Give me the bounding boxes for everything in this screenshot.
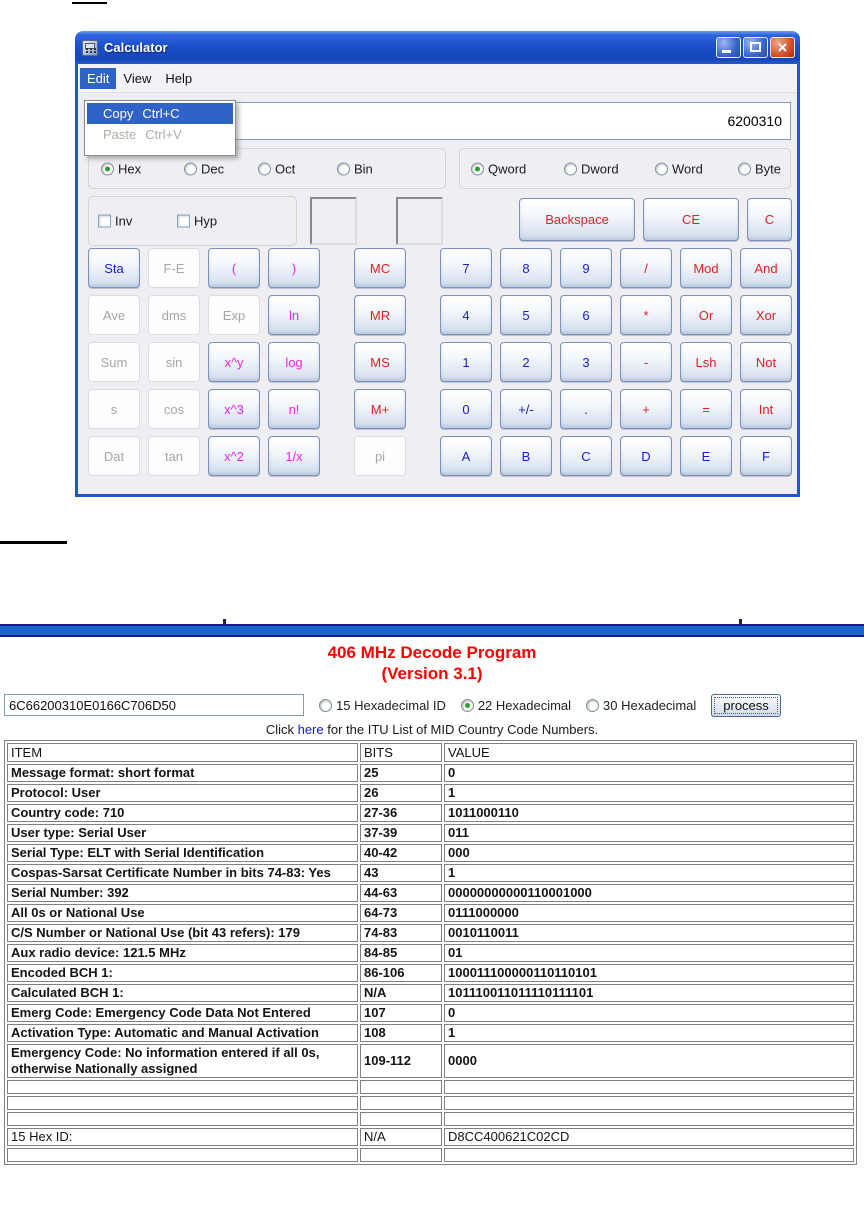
- calc-button-7[interactable]: 7: [440, 248, 492, 288]
- radio-22-hexadecimal[interactable]: [461, 698, 571, 713]
- bits-cell: [360, 1096, 442, 1110]
- decoder-controls: [4, 692, 860, 718]
- value-cell: 0111000000: [444, 904, 854, 922]
- item-cell: Protocol: User: [7, 784, 358, 802]
- itu-note: [0, 722, 864, 737]
- minimize-button[interactable]: [716, 37, 741, 58]
- calc-button-int[interactable]: Int: [740, 389, 792, 429]
- calc-button-row: [88, 248, 792, 288]
- calc-button-close-paren[interactable]: ): [268, 248, 320, 288]
- calculator-window: [75, 31, 800, 494]
- calc-button-row: [88, 436, 792, 476]
- value-cell: 1: [444, 1024, 854, 1042]
- bits-cell: 108: [360, 1024, 442, 1042]
- calc-button-a[interactable]: A: [440, 436, 492, 476]
- calc-button-tan: tan: [148, 436, 200, 476]
- item-cell: Cospas-Sarsat Certificate Number in bits 74-83: Yes: [7, 864, 358, 882]
- table-row: [7, 764, 854, 782]
- calc-button-mod[interactable]: Mod: [680, 248, 732, 288]
- radio-circle-icon: [586, 699, 599, 712]
- header-bar: [0, 624, 864, 637]
- itu-text-post: for the ITU List of MID Country Code Numbers.: [323, 722, 599, 737]
- item-cell: Country code: 710: [7, 804, 358, 822]
- inv-hyp-group: [88, 196, 297, 246]
- maximize-button[interactable]: [743, 37, 768, 58]
- menu-item-copy[interactable]: [87, 103, 233, 124]
- calc-button-row: [88, 389, 792, 429]
- value-cell: 1: [444, 864, 854, 882]
- bits-cell: 74-83: [360, 924, 442, 942]
- radio-hex[interactable]: [101, 161, 141, 176]
- table-row: [7, 984, 854, 1002]
- radio-circle-icon: [471, 162, 484, 175]
- calculator-menubar: [78, 64, 797, 93]
- value-cell: D8CC400621C02CD: [444, 1128, 854, 1146]
- calc-button-lsh[interactable]: Lsh: [680, 342, 732, 382]
- radio-label: 15 Hexadecimal ID: [336, 697, 446, 713]
- menu-item-paste: [87, 124, 233, 145]
- itu-text-pre: Click: [265, 722, 298, 737]
- bits-cell: 107: [360, 1004, 442, 1022]
- calc-button-not[interactable]: Not: [740, 342, 792, 382]
- item-cell: Message format: short format: [7, 764, 358, 782]
- decode-program-section: [0, 637, 864, 1165]
- menu-view[interactable]: View: [123, 70, 152, 86]
- table-row: [7, 1004, 854, 1022]
- radio-label: Oct: [275, 161, 296, 176]
- table-header-row: [7, 743, 854, 762]
- radio-word[interactable]: [655, 161, 703, 176]
- calc-button-mr[interactable]: MR: [354, 295, 406, 335]
- calc-button-xor[interactable]: Xor: [740, 295, 792, 335]
- calc-button-s: s: [88, 389, 140, 429]
- radio-label: Qword: [488, 161, 527, 176]
- calc-button-plus-minus[interactable]: +/-: [500, 389, 552, 429]
- calc-button-plus[interactable]: +: [620, 389, 672, 429]
- radio-label: Hex: [118, 161, 142, 176]
- checkbox-label: Hyp: [194, 213, 218, 229]
- item-cell: 15 Hex ID:: [7, 1128, 358, 1146]
- item-cell: Emerg Code: Emergency Code Data Not Entered: [7, 1004, 358, 1022]
- bits-cell: 84-85: [360, 944, 442, 962]
- calc-button-m+[interactable]: M+: [354, 389, 406, 429]
- radio-circle-icon: [258, 162, 271, 175]
- checkbox-label: Inv: [115, 213, 133, 229]
- hex-length-radios: [304, 698, 696, 713]
- calculator-titlebar[interactable]: [75, 31, 800, 64]
- cropped-underline-mid: [0, 541, 67, 544]
- table-row: [7, 804, 854, 822]
- table-row: [7, 824, 854, 842]
- calc-button-sin: sin: [148, 342, 200, 382]
- cropped-underline-top: [72, 2, 107, 4]
- item-cell: Activation Type: Automatic and Manual Activation: [7, 1024, 358, 1042]
- bits-cell: 43: [360, 864, 442, 882]
- calc-button-6[interactable]: 6: [560, 295, 612, 335]
- item-cell: All 0s or National Use: [7, 904, 358, 922]
- calc-button-x-squared[interactable]: x^2: [208, 436, 260, 476]
- calculator-icon: [82, 40, 98, 56]
- item-cell: [7, 1080, 358, 1094]
- decoder-title: 406 MHz Decode Program: [327, 643, 537, 662]
- menu-help[interactable]: Help: [165, 70, 193, 86]
- value-cell: [444, 1096, 854, 1110]
- calc-button-dat: Dat: [88, 436, 140, 476]
- calc-button-x-cubed[interactable]: x^3: [208, 389, 260, 429]
- calc-button-d[interactable]: D: [620, 436, 672, 476]
- calc-button-4[interactable]: 4: [440, 295, 492, 335]
- calc-button-f-e: F-E: [148, 248, 200, 288]
- value-cell: 011: [444, 824, 854, 842]
- table-row: [7, 1128, 854, 1146]
- menu-item-label: Paste: [103, 127, 137, 142]
- bits-cell: 25: [360, 764, 442, 782]
- paren-indicator-box: [310, 197, 357, 245]
- table-row: [7, 1112, 854, 1126]
- checkbox-icon: [98, 215, 111, 228]
- calc-button-0[interactable]: 0: [440, 389, 492, 429]
- radio-label: Word: [672, 161, 703, 176]
- calc-button-mc[interactable]: MC: [354, 248, 406, 288]
- calc-button-divide[interactable]: /: [620, 248, 672, 288]
- calc-button-minus[interactable]: -: [620, 342, 672, 382]
- calc-button-8[interactable]: 8: [500, 248, 552, 288]
- value-cell: 101110011011110111101: [444, 984, 854, 1002]
- bits-cell: 26: [360, 784, 442, 802]
- calc-button-e[interactable]: E: [680, 436, 732, 476]
- calc-button-c[interactable]: C: [560, 436, 612, 476]
- item-cell: [7, 1148, 358, 1162]
- item-cell: [7, 1112, 358, 1126]
- calc-button-sta[interactable]: Sta: [88, 248, 140, 288]
- window-controls: [716, 37, 795, 58]
- radio-byte[interactable]: [738, 161, 781, 176]
- value-cell: 0010110011: [444, 924, 854, 942]
- radio-circle-icon: [655, 162, 668, 175]
- radio-label: Byte: [755, 161, 782, 176]
- radio-oct[interactable]: [258, 161, 295, 176]
- table-row: [7, 1148, 854, 1162]
- calc-button-b[interactable]: B: [500, 436, 552, 476]
- process-button[interactable]: process: [711, 694, 781, 717]
- calc-button-ce[interactable]: CE: [643, 198, 739, 241]
- header-cell: VALUE: [444, 743, 854, 762]
- item-cell: Aux radio device: 121.5 MHz: [7, 944, 358, 962]
- bits-cell: N/A: [360, 984, 442, 1002]
- calculator-body: [75, 64, 800, 497]
- checkbox-inv[interactable]: [98, 214, 132, 229]
- radio-30-hexadecimal[interactable]: [586, 698, 696, 713]
- calc-button-n-factorial[interactable]: n!: [268, 389, 320, 429]
- radio-dword[interactable]: [564, 161, 619, 176]
- item-cell: [7, 1096, 358, 1110]
- table-row: [7, 864, 854, 882]
- calc-button-pi: pi: [354, 436, 406, 476]
- value-cell: 00000000000110001000: [444, 884, 854, 902]
- table-row: [7, 1024, 854, 1042]
- bits-cell: 109-112: [360, 1044, 442, 1078]
- calc-button-decimal[interactable]: .: [560, 389, 612, 429]
- item-cell: Serial Type: ELT with Serial Identification: [7, 844, 358, 862]
- value-cell: [444, 1112, 854, 1126]
- menu-item-shortcut: Ctrl+C: [142, 106, 180, 121]
- bits-cell: 86-106: [360, 964, 442, 982]
- calculator-button-grid: [88, 248, 792, 483]
- bits-cell: [360, 1080, 442, 1094]
- radio-circle-icon: [319, 699, 332, 712]
- calc-button-ln[interactable]: ln: [268, 295, 320, 335]
- calc-button-sum: Sum: [88, 342, 140, 382]
- item-cell: Emergency Code: No information entered if all 0s, otherwise Nationally assigned: [7, 1044, 358, 1078]
- radio-label: Bin: [354, 161, 373, 176]
- table-row: [7, 844, 854, 862]
- calc-button-equals[interactable]: =: [680, 389, 732, 429]
- calc-button-ave: Ave: [88, 295, 140, 335]
- calc-button-and[interactable]: And: [740, 248, 792, 288]
- checkbox-hyp[interactable]: [177, 214, 217, 229]
- here-link[interactable]: here: [297, 722, 324, 737]
- calc-button-exp: Exp: [208, 295, 260, 335]
- calc-button-row: [88, 295, 792, 335]
- calc-button-c[interactable]: C: [747, 198, 792, 241]
- calc-button-open-paren[interactable]: (: [208, 248, 260, 288]
- calc-button-dms: dms: [148, 295, 200, 335]
- header-cell: BITS: [360, 743, 442, 762]
- bits-cell: 44-63: [360, 884, 442, 902]
- radio-circle-icon: [564, 162, 577, 175]
- radio-label: Dec: [201, 161, 225, 176]
- bits-cell: 40-42: [360, 844, 442, 862]
- radio-label: Dword: [581, 161, 619, 176]
- calc-button-9[interactable]: 9: [560, 248, 612, 288]
- bits-cell: 64-73: [360, 904, 442, 922]
- calc-button-3[interactable]: 3: [560, 342, 612, 382]
- calc-button-2[interactable]: 2: [500, 342, 552, 382]
- value-cell: 100011100000110110101: [444, 964, 854, 982]
- memory-indicator-box: [396, 197, 443, 245]
- close-button[interactable]: [770, 37, 795, 58]
- word-size-group: [459, 148, 791, 189]
- table-row: [7, 964, 854, 982]
- radio-bin[interactable]: [337, 161, 373, 176]
- table-row: [7, 924, 854, 942]
- menu-item-shortcut: Ctrl+V: [145, 127, 182, 142]
- calc-button-multiply[interactable]: *: [620, 295, 672, 335]
- table-row: [7, 784, 854, 802]
- radio-label: 22 Hexadecimal: [477, 697, 572, 713]
- value-cell: 000: [444, 844, 854, 862]
- item-cell: Encoded BCH 1:: [7, 964, 358, 982]
- value-cell: 1011000110: [444, 804, 854, 822]
- bits-cell: 27-36: [360, 804, 442, 822]
- calc-button-or[interactable]: Or: [680, 295, 732, 335]
- calc-button-1[interactable]: 1: [440, 342, 492, 382]
- table-row: [7, 904, 854, 922]
- decode-table: [4, 740, 857, 1165]
- value-cell: 0: [444, 764, 854, 782]
- bits-cell: [360, 1148, 442, 1162]
- bits-cell: N/A: [360, 1128, 442, 1146]
- display-value: 6200310: [727, 113, 782, 129]
- table-row: [7, 1096, 854, 1110]
- item-cell: Calculated BCH 1:: [7, 984, 358, 1002]
- menu-item-label: Copy: [103, 106, 134, 121]
- calc-button-5[interactable]: 5: [500, 295, 552, 335]
- header-cell: ITEM: [7, 743, 358, 762]
- calc-button-f[interactable]: F: [740, 436, 792, 476]
- value-cell: [444, 1148, 854, 1162]
- table-row: [7, 884, 854, 902]
- hex-id-input[interactable]: [4, 694, 304, 716]
- edit-menu-dropdown: [84, 100, 236, 156]
- bits-cell: [360, 1112, 442, 1126]
- radio-15-hexadecimal-id[interactable]: [319, 698, 446, 713]
- value-cell: 0000: [444, 1044, 854, 1078]
- item-cell: User type: Serial User: [7, 824, 358, 842]
- value-cell: 1: [444, 784, 854, 802]
- table-row: [7, 1044, 854, 1078]
- calc-button-row: [88, 342, 792, 382]
- radio-circle-icon: [101, 162, 114, 175]
- calc-button-backspace[interactable]: Backspace: [519, 198, 635, 241]
- table-row: [7, 1080, 854, 1094]
- menu-edit[interactable]: Edit: [80, 68, 116, 89]
- calc-button-one-over-x[interactable]: 1/x: [268, 436, 320, 476]
- calc-button-ms[interactable]: MS: [354, 342, 406, 382]
- checkbox-icon: [177, 215, 190, 228]
- item-cell: Serial Number: 392: [7, 884, 358, 902]
- radio-circle-icon: [461, 699, 474, 712]
- radio-circle-icon: [738, 162, 751, 175]
- calc-button-x-pow-y[interactable]: x^y: [208, 342, 260, 382]
- item-cell: C/S Number or National Use (bit 43 refers): 179: [7, 924, 358, 942]
- value-cell: 0: [444, 1004, 854, 1022]
- value-cell: 01: [444, 944, 854, 962]
- window-title: Calculator: [104, 40, 168, 55]
- radio-label: 30 Hexadecimal: [603, 697, 697, 713]
- calc-button-cos: cos: [148, 389, 200, 429]
- table-row: [7, 944, 854, 962]
- radio-circle-icon: [184, 162, 197, 175]
- radio-circle-icon: [337, 162, 350, 175]
- radio-qword[interactable]: [471, 161, 526, 176]
- radio-dec[interactable]: [184, 161, 224, 176]
- calc-button-log[interactable]: log: [268, 342, 320, 382]
- bits-cell: 37-39: [360, 824, 442, 842]
- value-cell: [444, 1080, 854, 1094]
- decoder-version: (Version 3.1): [381, 664, 483, 683]
